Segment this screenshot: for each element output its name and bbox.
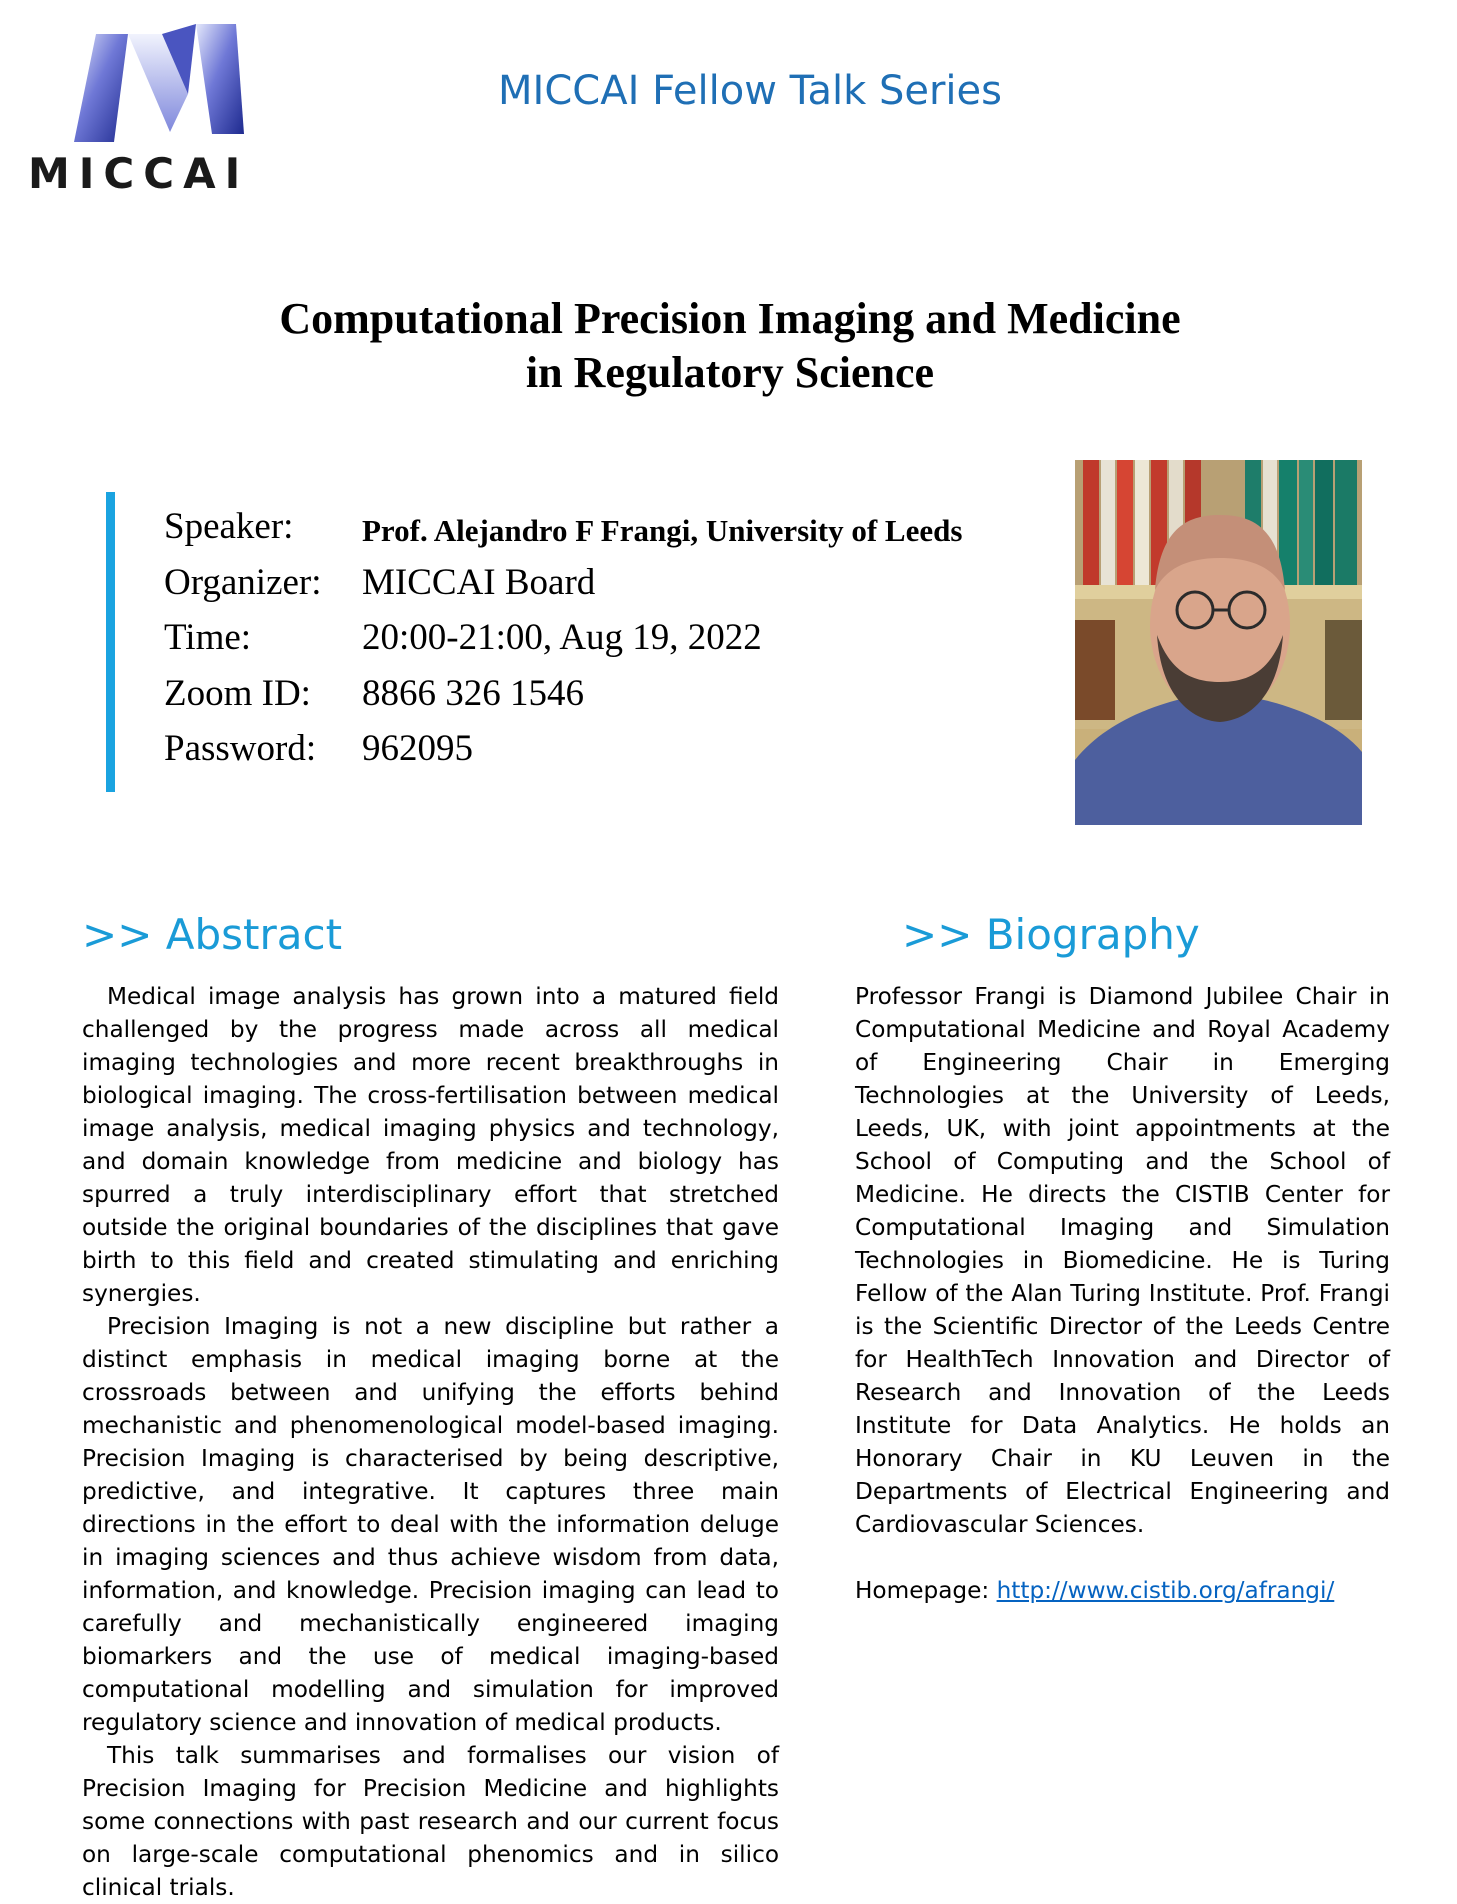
biography-text: Professor Frangi is Diamond Jubilee Chair in Computational Medicine and Royal Academy of Engineering Chair in Emerging Technologies at the University of Leeds, Leeds, UK, with joint appointments at the School of Computing and the School of Medicine. He directs the CISTIB Center for Computational Imaging and Simulation Technologies in Biomedicine. He is Turing Fellow of the Alan Turing Institute. Prof. Frangi is the Scientific Director of the Leeds Centre for HealthTech Innovation and Director of Research and Innovation of the Leeds Institute for Data Analytics. He holds an Honorary Chair in KU Leuven in the Departments of Electrical Engineering and Cardiovascular Sciences. [855,983,1390,1538]
time-value: 20:00-21:00, Aug 19, 2022 [362,617,762,658]
miccai-logo-mark [66,14,256,149]
abstract-paragraph: Medical image analysis has grown into a matured field challenged by the progress made across all medical imaging technologies and more recent breakthroughs in biological imaging. The cross-fertilisation between medical image analysis, medical imaging physics and technology, and domain knowledge from medicine and biology has spurred a truly interdisciplinary effort that stretched outside the original boundaries of the disciplines that gave birth to this field and created stimulating and enriching synergies. [82,983,779,1307]
organizer-row [164,561,962,617]
talk-title [180,292,1280,400]
info-accent-bar [106,492,115,792]
talk-title-line2: in Regulatory Science [525,348,935,397]
time-label: Time: [164,617,252,658]
password-row [164,727,962,783]
abstract-paragraph: Precision Imaging is not a new discipline but rather a distinct emphasis in medical imaging borne at the crossroads between and unifying the efforts behind mechanistic and phenomenological model-based imaging. Precision Imaging is characterised by being descriptive, predictive, and integrative. It captures three main directions in the effort to deal with the information deluge in imaging sciences and thus achieve wisdom from data, information, and knowledge. Precision imaging can lead to carefully and mechanistically engineered imaging biomarkers and the use of medical imaging-based computational modelling and simulation for improved regulatory science and innovation of medical products. [82,1313,779,1736]
homepage-label: Homepage: [855,1577,997,1604]
homepage-line [855,1574,1390,1607]
speaker-value: Prof. Alejandro F Frangi, University of Leeds [362,513,963,548]
abstract-body [82,980,779,1904]
password-value: 962095 [362,728,473,769]
zoom-row [164,672,962,728]
abstract-heading: >> Abstract [82,910,343,959]
speaker-row [164,505,962,561]
miccai-logo [28,14,258,198]
zoom-label: Zoom ID: [164,672,311,714]
logo-wordmark: MICCAI [28,149,250,198]
speaker-photo [1075,460,1362,825]
zoom-value: 8866 326 1546 [362,672,584,714]
organizer-label: Organizer: [164,561,322,603]
abstract-paragraph: This talk summarises and formalises our vision of Precision Imaging for Precision Medicine and highlights some connections with past research and our current focus on large-scale computational phenomics and in silico clinical trials. [82,1742,779,1901]
biography-heading: >> Biography [902,910,1200,959]
talk-title-line1: Computational Precision Imaging and Medicine [279,294,1181,343]
talk-info [164,505,962,783]
time-row [164,616,962,672]
series-title: MICCAI Fellow Talk Series [498,68,1002,114]
homepage-link[interactable]: http://www.cistib.org/afrangi/ [996,1577,1335,1604]
biography-body [855,980,1390,1607]
speaker-label: Speaker: [164,506,294,547]
organizer-value: MICCAI Board [362,561,596,603]
password-label: Password: [164,728,317,769]
